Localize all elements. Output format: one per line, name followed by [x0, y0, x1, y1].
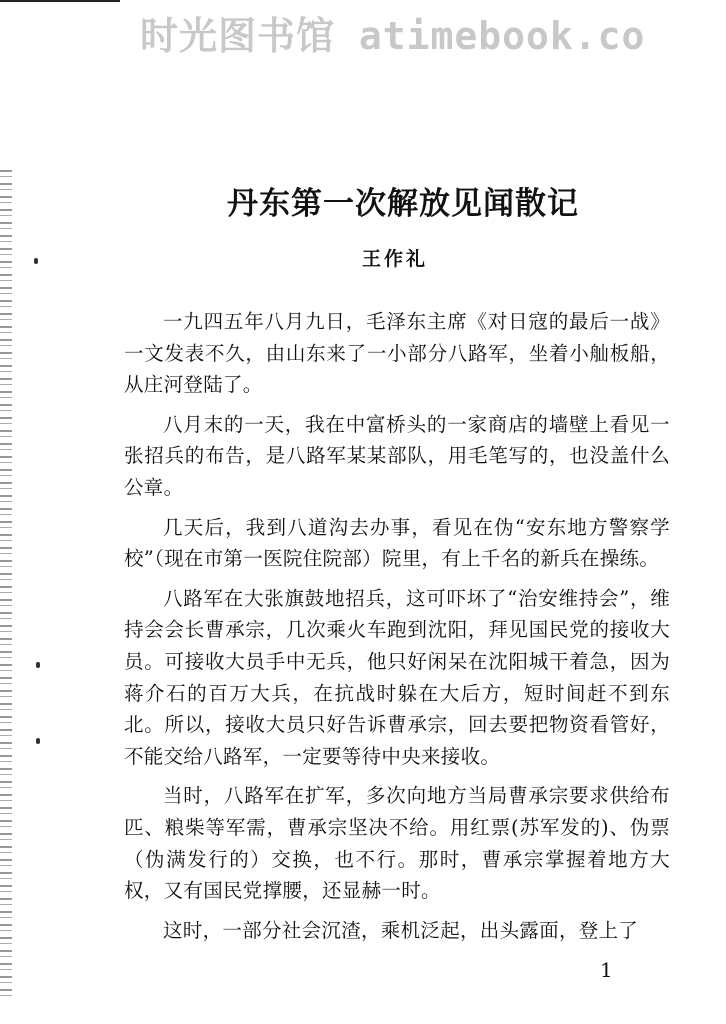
page-title: 丹东第一次解放见闻散记 [227, 186, 579, 222]
page-number: 1 [600, 958, 613, 982]
author-name: 王作礼 [361, 248, 428, 270]
scan-speck [36, 662, 40, 668]
paragraph: 一九四五年八月九日，毛泽东主席《对日寇的最后一战》一文发表不久，由山东来了一小部分八路军，坐着小舢板船，从庄河登陆了。 [124, 310, 670, 397]
paragraph: 当时，八路军在扩军，多次向地方当局曹承宗要求供给布匹、粮柴等军需，曹承宗坚决不给。用红票(苏军发的)、伪票（伪满发行的）交换，也不行。那时，曹承宗掌握着地方大权，又有国民党撑腰，还显赫一时。 [124, 784, 670, 903]
article-body [124, 306, 670, 954]
binding-edge [0, 170, 12, 1000]
scan-speck [36, 738, 40, 744]
paragraph: 这时，一部分社会沉渣，乘机泛起，出头露面，登上了 [163, 918, 639, 942]
paragraph: 八月末的一天，我在中富桥头的一家商店的墙壁上看见一张招兵的布告，是八路军某某部队，用毛笔写的，也没盖什么公章。 [124, 412, 670, 499]
top-rule [0, 0, 120, 2]
paragraph: 八路军在大张旗鼓地招兵，这可吓坏了“治安维持会”，维持会会长曹承宗，几次乘火车跑到沈阳，拜见国民党的接收大员。可接收大员手中无兵，他只好闲呆在沈阳城干着急，因为蒋介石的百万大兵，在抗战时躲在大后方，短时间赶不到东北。所以，接收大员只好告诉曹承宗，回去要把物资看管好，不能交给八路军，一定要等待中央来接收。 [124, 586, 670, 768]
watermark: 时光图书馆 atimebook.co [140, 14, 646, 58]
paragraph: 几天后，我到八道沟去办事，看见在伪“安东地方警察学校”（现在市第一医院住院部）院里，有上千名的新兵在操练。 [124, 515, 670, 571]
